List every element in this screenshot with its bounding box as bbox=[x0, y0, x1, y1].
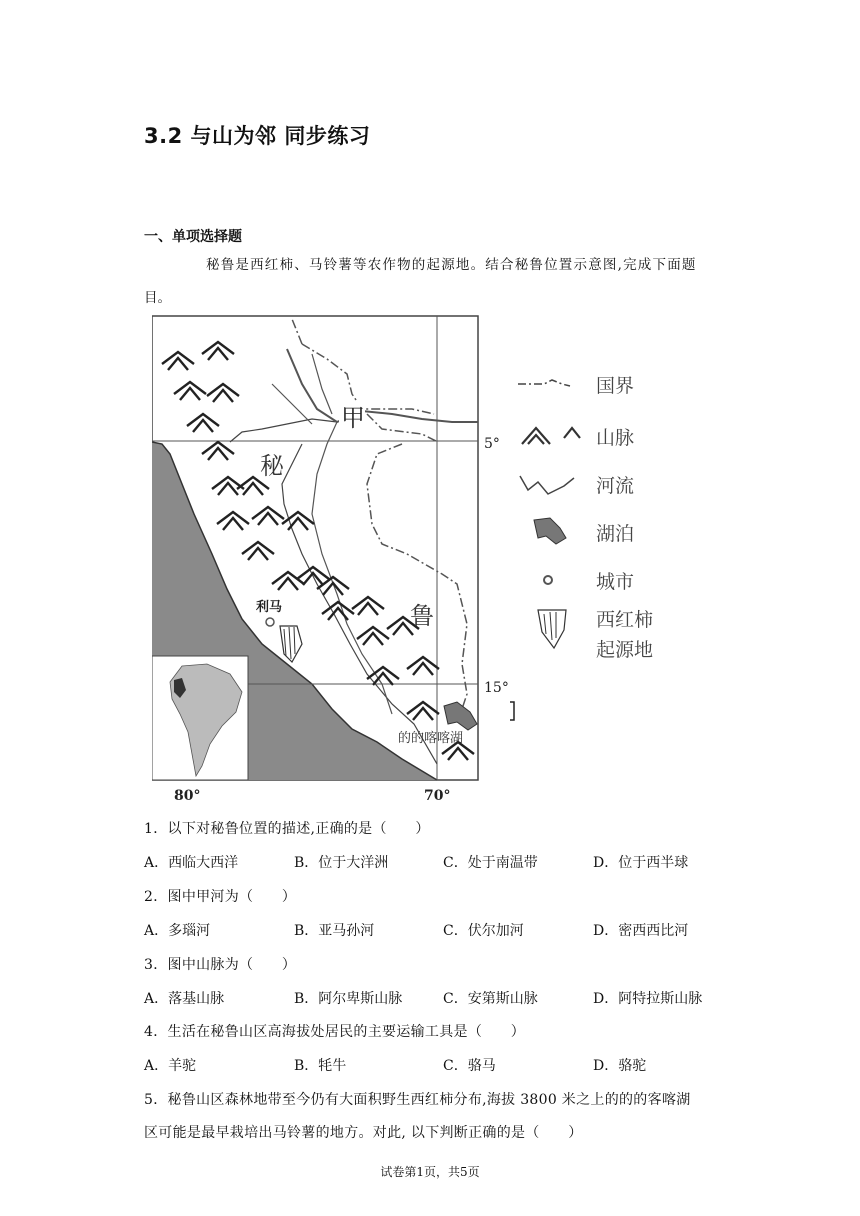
page-footer: 试卷第1页，共5页 bbox=[380, 1165, 480, 1179]
q4-option-d[interactable]: D．骆驼 bbox=[593, 1058, 647, 1074]
question-text: 以下对秘鲁位置的描述,正确的是（ ） bbox=[167, 821, 430, 837]
q2-option-b[interactable]: B．亚马孙河 bbox=[294, 923, 375, 939]
intro-line-2: 目。 bbox=[144, 290, 171, 306]
q3-option-b[interactable]: B．阿尔卑斯山脉 bbox=[294, 991, 403, 1007]
legend-origin-label: 起源地 bbox=[596, 639, 654, 661]
lat-15-label: 15° bbox=[484, 680, 509, 696]
lake-label: 的的喀喀湖 bbox=[398, 731, 464, 746]
river-jia-label: 甲 bbox=[341, 404, 365, 432]
page-title: 3.2 与山为邻 同步练习 bbox=[144, 124, 371, 148]
intro-line-1: 秘鲁是西红柿、马铃薯等农作物的起源地。结合秘鲁位置示意图,完成下面题 bbox=[206, 257, 697, 273]
q3-option-c[interactable]: C．安第斯山脉 bbox=[443, 991, 538, 1007]
q4-option-b[interactable]: B．牦牛 bbox=[294, 1058, 347, 1074]
q2-option-c[interactable]: C．伏尔加河 bbox=[443, 923, 524, 939]
question-number: 2． bbox=[144, 889, 168, 905]
q1-option-a[interactable]: A．西临大西洋 bbox=[144, 855, 239, 871]
question-1 bbox=[144, 818, 430, 838]
city-lima-label: 利马 bbox=[256, 600, 283, 615]
q2-option-a[interactable]: A．多瑙河 bbox=[144, 923, 211, 939]
peru-map-figure bbox=[152, 314, 692, 804]
question-text: 生活在秘鲁山区高海拔处居民的主要运输工具是（ ） bbox=[167, 1024, 526, 1040]
border-legend-icon bbox=[518, 380, 570, 386]
question-3 bbox=[144, 954, 296, 974]
tomato-legend-icon bbox=[538, 610, 566, 648]
legend-lake-label: 湖泊 bbox=[596, 523, 635, 545]
question-text: 图中山脉为（ ） bbox=[167, 957, 297, 973]
question-4 bbox=[144, 1021, 525, 1041]
map-legend bbox=[518, 375, 653, 661]
question-2 bbox=[144, 886, 296, 906]
question-number: 3． bbox=[144, 957, 168, 973]
mountain-legend-icon bbox=[522, 428, 580, 444]
question-number: 4． bbox=[144, 1024, 168, 1040]
country-label-mi: 秘 bbox=[260, 452, 284, 480]
q4-option-c[interactable]: C．骆马 bbox=[443, 1058, 496, 1074]
lat-5-label: 5° bbox=[484, 436, 500, 452]
legend-city-label: 城市 bbox=[596, 571, 635, 593]
q4-option-a[interactable]: A．羊驼 bbox=[144, 1058, 197, 1074]
q2-option-d[interactable]: D．密西西比河 bbox=[593, 923, 689, 939]
legend-river-label: 河流 bbox=[596, 475, 635, 497]
question-number: 1． bbox=[144, 821, 168, 837]
q1-option-d[interactable]: D．位于西半球 bbox=[593, 855, 689, 871]
question-5 bbox=[144, 1089, 724, 1109]
legend-mountain-label: 山脉 bbox=[596, 427, 635, 449]
question-text: 秘鲁山区森林地带至今仍有大面积野生西红柿分布,海拔 3800 米之上的的的客喀湖 bbox=[167, 1092, 691, 1108]
lake-legend-icon bbox=[534, 518, 566, 544]
legend-border-label: 国界 bbox=[596, 375, 635, 397]
q3-option-d[interactable]: D．阿特拉斯山脉 bbox=[593, 991, 703, 1007]
question-text: 图中甲河为（ ） bbox=[167, 889, 297, 905]
q3-option-a[interactable]: A．落基山脉 bbox=[144, 991, 225, 1007]
q1-option-b[interactable]: B．位于大洋洲 bbox=[294, 855, 389, 871]
lon-70-label: 70° bbox=[424, 788, 451, 804]
question-5-continued: 区可能是最早栽培出马铃薯的地方。对此, 以下判断正确的是（ ） bbox=[144, 1125, 583, 1141]
legend-tomato-label: 西红柿 bbox=[596, 609, 654, 631]
section-heading: 一、单项选择题 bbox=[144, 229, 242, 245]
lon-80-label: 80° bbox=[174, 788, 201, 804]
city-legend-icon bbox=[544, 576, 552, 584]
question-number: 5． bbox=[144, 1092, 168, 1108]
country-label-lu: 鲁 bbox=[410, 602, 434, 630]
q1-option-c[interactable]: C．处于南温带 bbox=[443, 855, 538, 871]
river-legend-icon bbox=[520, 476, 574, 494]
